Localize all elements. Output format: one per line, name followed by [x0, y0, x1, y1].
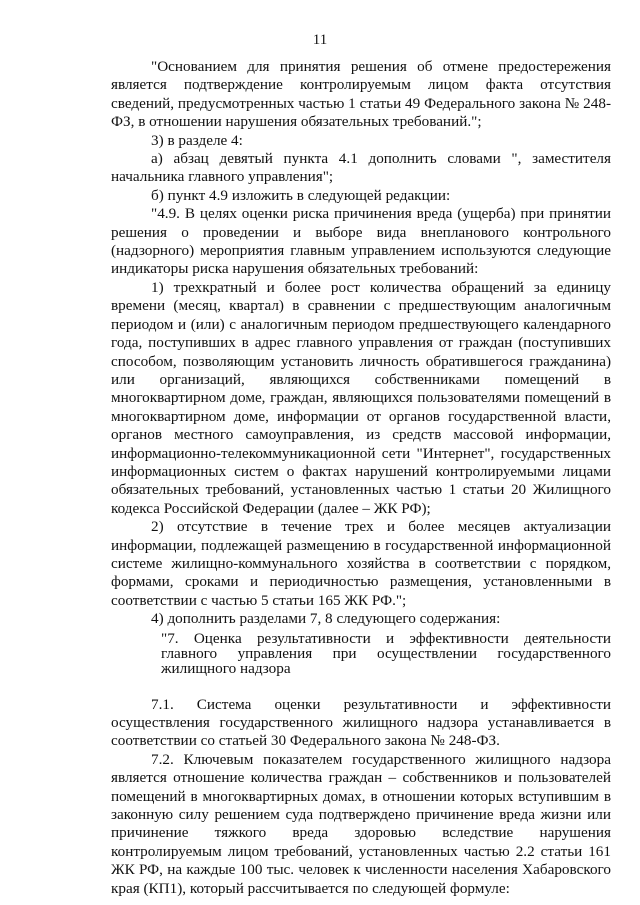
- paragraph: 2) отсутствие в течение трех и более месяцев актуализации информации, подлежащей размещению в государственной информационной системе жилищно-коммунального хозяйства в соответствии с порядком, формами, сроками и периодичностью размещения, установленными в соответствии с частью 5 статьи 165 ЖК РФ.";: [111, 518, 611, 609]
- paragraph: б) пункт 4.9 изложить в следующей редакции:: [151, 186, 451, 204]
- paragraph: 7.2. Ключевым показателем государственного жилищного надзора является отношение количества граждан – собственников и пользователей помещений в многоквартирных домах, в отношении которых вступившим в законную силу решением суда подтверждено причинение вреда жизни или причинение тяжкого вреда здоровью вследствие нарушения контролируемым лицом требований, установленных частью 2.2 статьи 161 ЖК РФ, на каждые 100 тыс. человек к численности населения Хабаровского края (КП1), который рассчитывается по следующей формуле:: [111, 750, 611, 897]
- paragraph: 3) в разделе 4:: [151, 131, 243, 149]
- paragraph: 1) трехкратный и более рост количества обращений за единицу времени (месяц, квартал) в сравнении с предшествующим аналогичным периодом и (или) с аналогичным периодом предшествующего календарного года, поступивших в адрес главного управления от граждан (поступивших способом, позволяющим установить личность обратившегося гражданина) или организаций, являющихся собственниками помещений в многоквартирном доме, граждан, являющихся пользователями помещений в многоквартирном доме, информации от органов государственной власти, органов местного самоуправления, из средств массовой информации, информационно-телекоммуникационной сети "Интернет", государственных информационных систем о фактах нарушений контролируемыми лицами обязательных требований, установленных частью 1 статьи 20 Жилищного кодекса Российской Федерации (далее – ЖК РФ);: [111, 278, 611, 517]
- section-heading: "7. Оценка результативности и эффективности деятельности главного управления при осуществлении государственного жилищного надзора: [161, 629, 611, 677]
- paragraph: "Основанием для принятия решения об отмене предостережения является подтверждение контролируемым лицом факта отсутствия сведений, предусмотренных частью 1 статьи 49 Федерального закона № 248-ФЗ, в отношении нарушения обязательных требований.";: [111, 58, 611, 131]
- page-number: 11: [312, 32, 328, 48]
- paragraph: 4) дополнить разделами 7, 8 следующего содержания:: [151, 610, 501, 628]
- paragraph: а) абзац девятый пункта 4.1 дополнить словами ", заместителя начальника главного управления";: [111, 150, 611, 186]
- paragraph: "4.9. В целях оценки риска причинения вреда (ущерба) при принятии решения о проведении и выборе вида внепланового контрольного (надзорного) мероприятия главным управлением используются следующие индикаторы риска нарушения обязательных требований:: [111, 205, 611, 278]
- paragraph: 7.1. Система оценки результативности и эффективности осуществления государственного жилищного надзора устанавливается в соответствии со статьей 30 Федерального закона № 248-ФЗ.: [111, 695, 611, 750]
- document-body: [111, 58, 611, 898]
